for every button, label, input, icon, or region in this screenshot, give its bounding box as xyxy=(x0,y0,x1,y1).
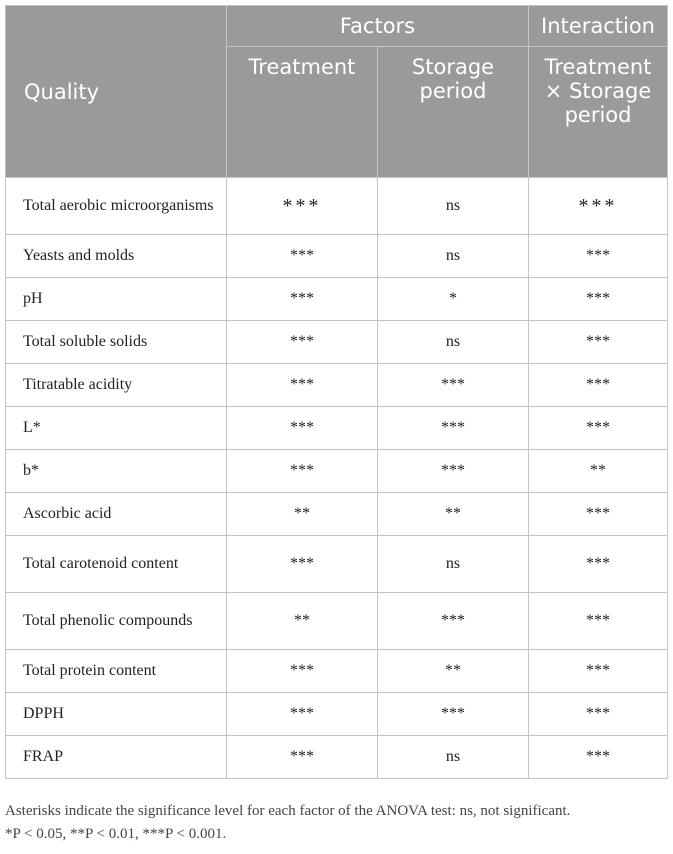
interaction-cell: *** xyxy=(529,593,668,650)
interaction-cell: *** xyxy=(529,736,668,779)
treatment-cell: *** xyxy=(227,736,378,779)
treatment-cell: *** xyxy=(227,650,378,693)
storage-cell: *** xyxy=(378,693,529,736)
table-row xyxy=(6,593,668,650)
treatment-cell: ** xyxy=(227,593,378,650)
interaction-cell: *** xyxy=(529,364,668,407)
storage-cell: *** xyxy=(378,450,529,493)
table-footnote xyxy=(5,800,669,846)
storage-cell: ** xyxy=(378,650,529,693)
header-row-top xyxy=(6,6,668,47)
treatment-cell: *** xyxy=(227,407,378,450)
header-storage-period: Storage period xyxy=(378,47,529,178)
interaction-cell: *** xyxy=(529,650,668,693)
quality-cell: pH xyxy=(6,278,227,321)
table-row xyxy=(6,321,668,364)
interaction-cell: *** xyxy=(529,278,668,321)
quality-cell: b* xyxy=(6,450,227,493)
table-row xyxy=(6,235,668,278)
storage-cell: ** xyxy=(378,493,529,536)
table-row xyxy=(6,536,668,593)
treatment-cell: *** xyxy=(227,693,378,736)
quality-cell: FRAP xyxy=(6,736,227,779)
quality-cell: DPPH xyxy=(6,693,227,736)
interaction-cell: ** xyxy=(529,450,668,493)
treatment-cell: *** xyxy=(227,321,378,364)
interaction-cell: *** xyxy=(529,235,668,278)
treatment-cell: *** xyxy=(227,364,378,407)
footnote-line-1: Asterisks indicate the significance level for each factor of the ANOVA test: ns, not significant. xyxy=(5,803,571,819)
interaction-cell: *** xyxy=(529,536,668,593)
quality-cell: Ascorbic acid xyxy=(6,493,227,536)
table-body xyxy=(6,178,668,779)
treatment-cell: *** xyxy=(227,536,378,593)
table-row xyxy=(6,693,668,736)
quality-cell: Titratable acidity xyxy=(6,364,227,407)
quality-cell: Total aerobic microorganisms xyxy=(6,178,227,235)
interaction-cell: *** xyxy=(529,321,668,364)
header-factors: Factors xyxy=(227,6,529,47)
table-row xyxy=(6,364,668,407)
storage-cell: ns xyxy=(378,178,529,235)
quality-cell: Total soluble solids xyxy=(6,321,227,364)
storage-cell: ns xyxy=(378,321,529,364)
table-row xyxy=(6,278,668,321)
storage-cell: ns xyxy=(378,235,529,278)
header-interaction: Interaction xyxy=(529,6,668,47)
table-row xyxy=(6,450,668,493)
quality-cell: Yeasts and molds xyxy=(6,235,227,278)
header-interaction-term: Treatment × Storage period xyxy=(529,47,668,178)
interaction-cell: *** xyxy=(529,693,668,736)
table-row xyxy=(6,736,668,779)
quality-cell: Total phenolic compounds xyxy=(6,593,227,650)
table-row xyxy=(6,407,668,450)
storage-cell: ns xyxy=(378,736,529,779)
header-treatment: Treatment xyxy=(227,47,378,178)
storage-cell: *** xyxy=(378,407,529,450)
footnote-line-2: *P < 0.05, **P < 0.01, ***P < 0.001. xyxy=(5,826,227,842)
treatment-cell: *** xyxy=(227,178,378,235)
treatment-cell: *** xyxy=(227,235,378,278)
header-quality: Quality xyxy=(6,6,227,178)
table-header xyxy=(6,6,668,178)
treatment-cell: ** xyxy=(227,493,378,536)
storage-cell: ns xyxy=(378,536,529,593)
quality-cell: L* xyxy=(6,407,227,450)
anova-table xyxy=(5,5,668,779)
treatment-cell: *** xyxy=(227,278,378,321)
interaction-cell: *** xyxy=(529,178,668,235)
table-row xyxy=(6,650,668,693)
storage-cell: *** xyxy=(378,364,529,407)
table-row xyxy=(6,493,668,536)
interaction-cell: *** xyxy=(529,493,668,536)
interaction-cell: *** xyxy=(529,407,668,450)
treatment-cell: *** xyxy=(227,450,378,493)
quality-cell: Total carotenoid content xyxy=(6,536,227,593)
storage-cell: * xyxy=(378,278,529,321)
quality-cell: Total protein content xyxy=(6,650,227,693)
storage-cell: *** xyxy=(378,593,529,650)
table-row xyxy=(6,178,668,235)
